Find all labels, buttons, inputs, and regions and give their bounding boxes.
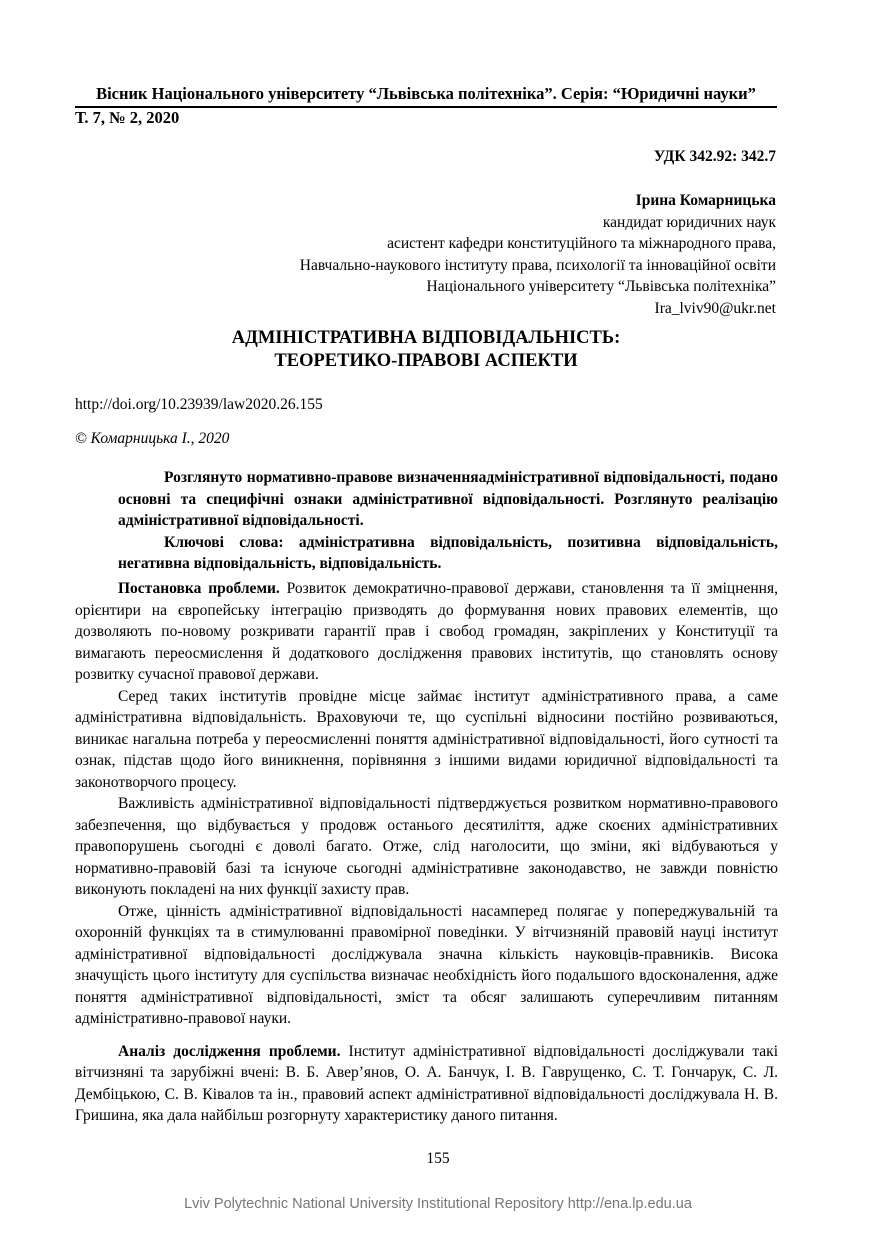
article-title	[75, 327, 777, 373]
section-heading: Постановка проблеми.	[118, 580, 280, 597]
author-university: Національного університету “Львівська політехніка”	[426, 278, 776, 295]
paragraph-text: Розвиток демократично-правової держави, становлення та її зміцнення, орієнтири на європейську інтеграцію призводять до формування нових правових елементів, що дозволяють по-новому розкривати гарантії прав і свобод громадян, закріплених у Конституції та вимагають переосмислення й додаткового дослідження правових інститутів, що становлять основу розвитку сучасної правової держави.	[75, 580, 778, 683]
paragraph	[75, 578, 778, 686]
volume-info: Т. 7, № 2, 2020	[75, 108, 180, 127]
article-body	[75, 578, 778, 1127]
title-line: АДМІНІСТРАТИВНА ВІДПОВІДАЛЬНІСТЬ:	[231, 328, 621, 348]
author-institute: Навчально-наукового інституту права, психології та інноваційної освіти	[299, 256, 776, 274]
author-block	[300, 190, 776, 319]
abstract-block	[118, 467, 778, 575]
page-number: 155	[426, 1150, 450, 1167]
repository-footer: Lviv Polytechnic National University Institutional Repository http://ena.lp.edu.ua	[184, 1196, 692, 1212]
author-name: Ірина Комарницька	[635, 192, 776, 209]
author-email: Ira_lviv90@ukr.net	[654, 299, 776, 317]
keywords: Ключові слова: адміністративна відповідальність, позитивна відповідальність, негативна відповідальність, відповідальність.	[118, 533, 778, 572]
section-heading: Аналіз дослідження проблеми.	[118, 1042, 341, 1060]
author-position: асистент кафедри конституційного та міжнародного права,	[387, 235, 776, 252]
abstract: Розглянуто нормативно-правове визначенняадміністративної відповідальності, подано основні та специфічні ознаки адміністративної відповідальності. Розглянуто реалізацію адміністративної відповідальності.	[118, 469, 778, 529]
author-degree: кандидат юридичних наук	[602, 213, 776, 231]
paragraph-text: Інститут адміністративної відповідальності досліджували такі вітчизняні та зарубіжні вчені: В. Б. Авер’янов, О. А. Банчук, І. В. Гаврущенко, С. Т. Гончарук, С. Л. Дембіцькою, С. В. Ківалов та ін., правовий аспект адміністративної відповідальності досліджувала Н. В. Гришина, яка дала найбільш розгорнуту характеристику даного питання.	[75, 1042, 778, 1124]
doi-link[interactable]: http://doi.org/10.23939/law2020.26.155	[75, 396, 323, 413]
paragraph: Отже, цінність адміністративної відповідальності насамперед полягає у попереджувальній та охоронній функціях та в стимулюванні правомірної поведінки. У вітчизняній правовій науці інститут адміністративної відповідальності досліджувала значна кількість науковців-правників. Висока значущість цього інституту для суспільства визначає необхідність його подальшого вдосконалення, адже поняття адміністративної відповідальності, зміст та обсяг залишають суперечливим питанням адміністративно-правової науки.	[75, 902, 778, 1027]
copyright: © Комарницька І., 2020	[75, 430, 230, 447]
title-line: ТЕОРЕТИКО-ПРАВОВІ АСПЕКТИ	[274, 351, 578, 371]
paragraph: Серед таких інститутів провідне місце займає інститут адміністративного права, а саме адміністративна відповідальність. Враховуючи те, що суспільні відносини постійно розвиваються, виникає нагальна потреба у переосмисленні поняття адміністративної відповідальності, його сутності та ознак, підстав щодо його виникнення, порівняння з іншими видами юридичної відповідальності та законотворчого процесу.	[75, 687, 778, 791]
paragraph	[75, 1041, 778, 1127]
udc-code: УДК 342.92: 342.7	[653, 148, 776, 165]
paragraph: Важливість адміністративної відповідальності підтверджується розвитком нормативно-правового забезпечення, що відбувається у продовж останього десятиліття, адже скоєних адміністративних правопорушень сьогодні є доволі багато. Отже, слід наголосити, що зміни, які відбуваються у нормативно-правовій базі та існуюче сьогодні адміністративне законодавство, не завжди повністю виконують покладені на них функції захисту прав.	[75, 795, 778, 898]
journal-header: Вісник Національного університету “Львівська політехніка”. Серія: “Юридичні науки”	[75, 84, 777, 108]
